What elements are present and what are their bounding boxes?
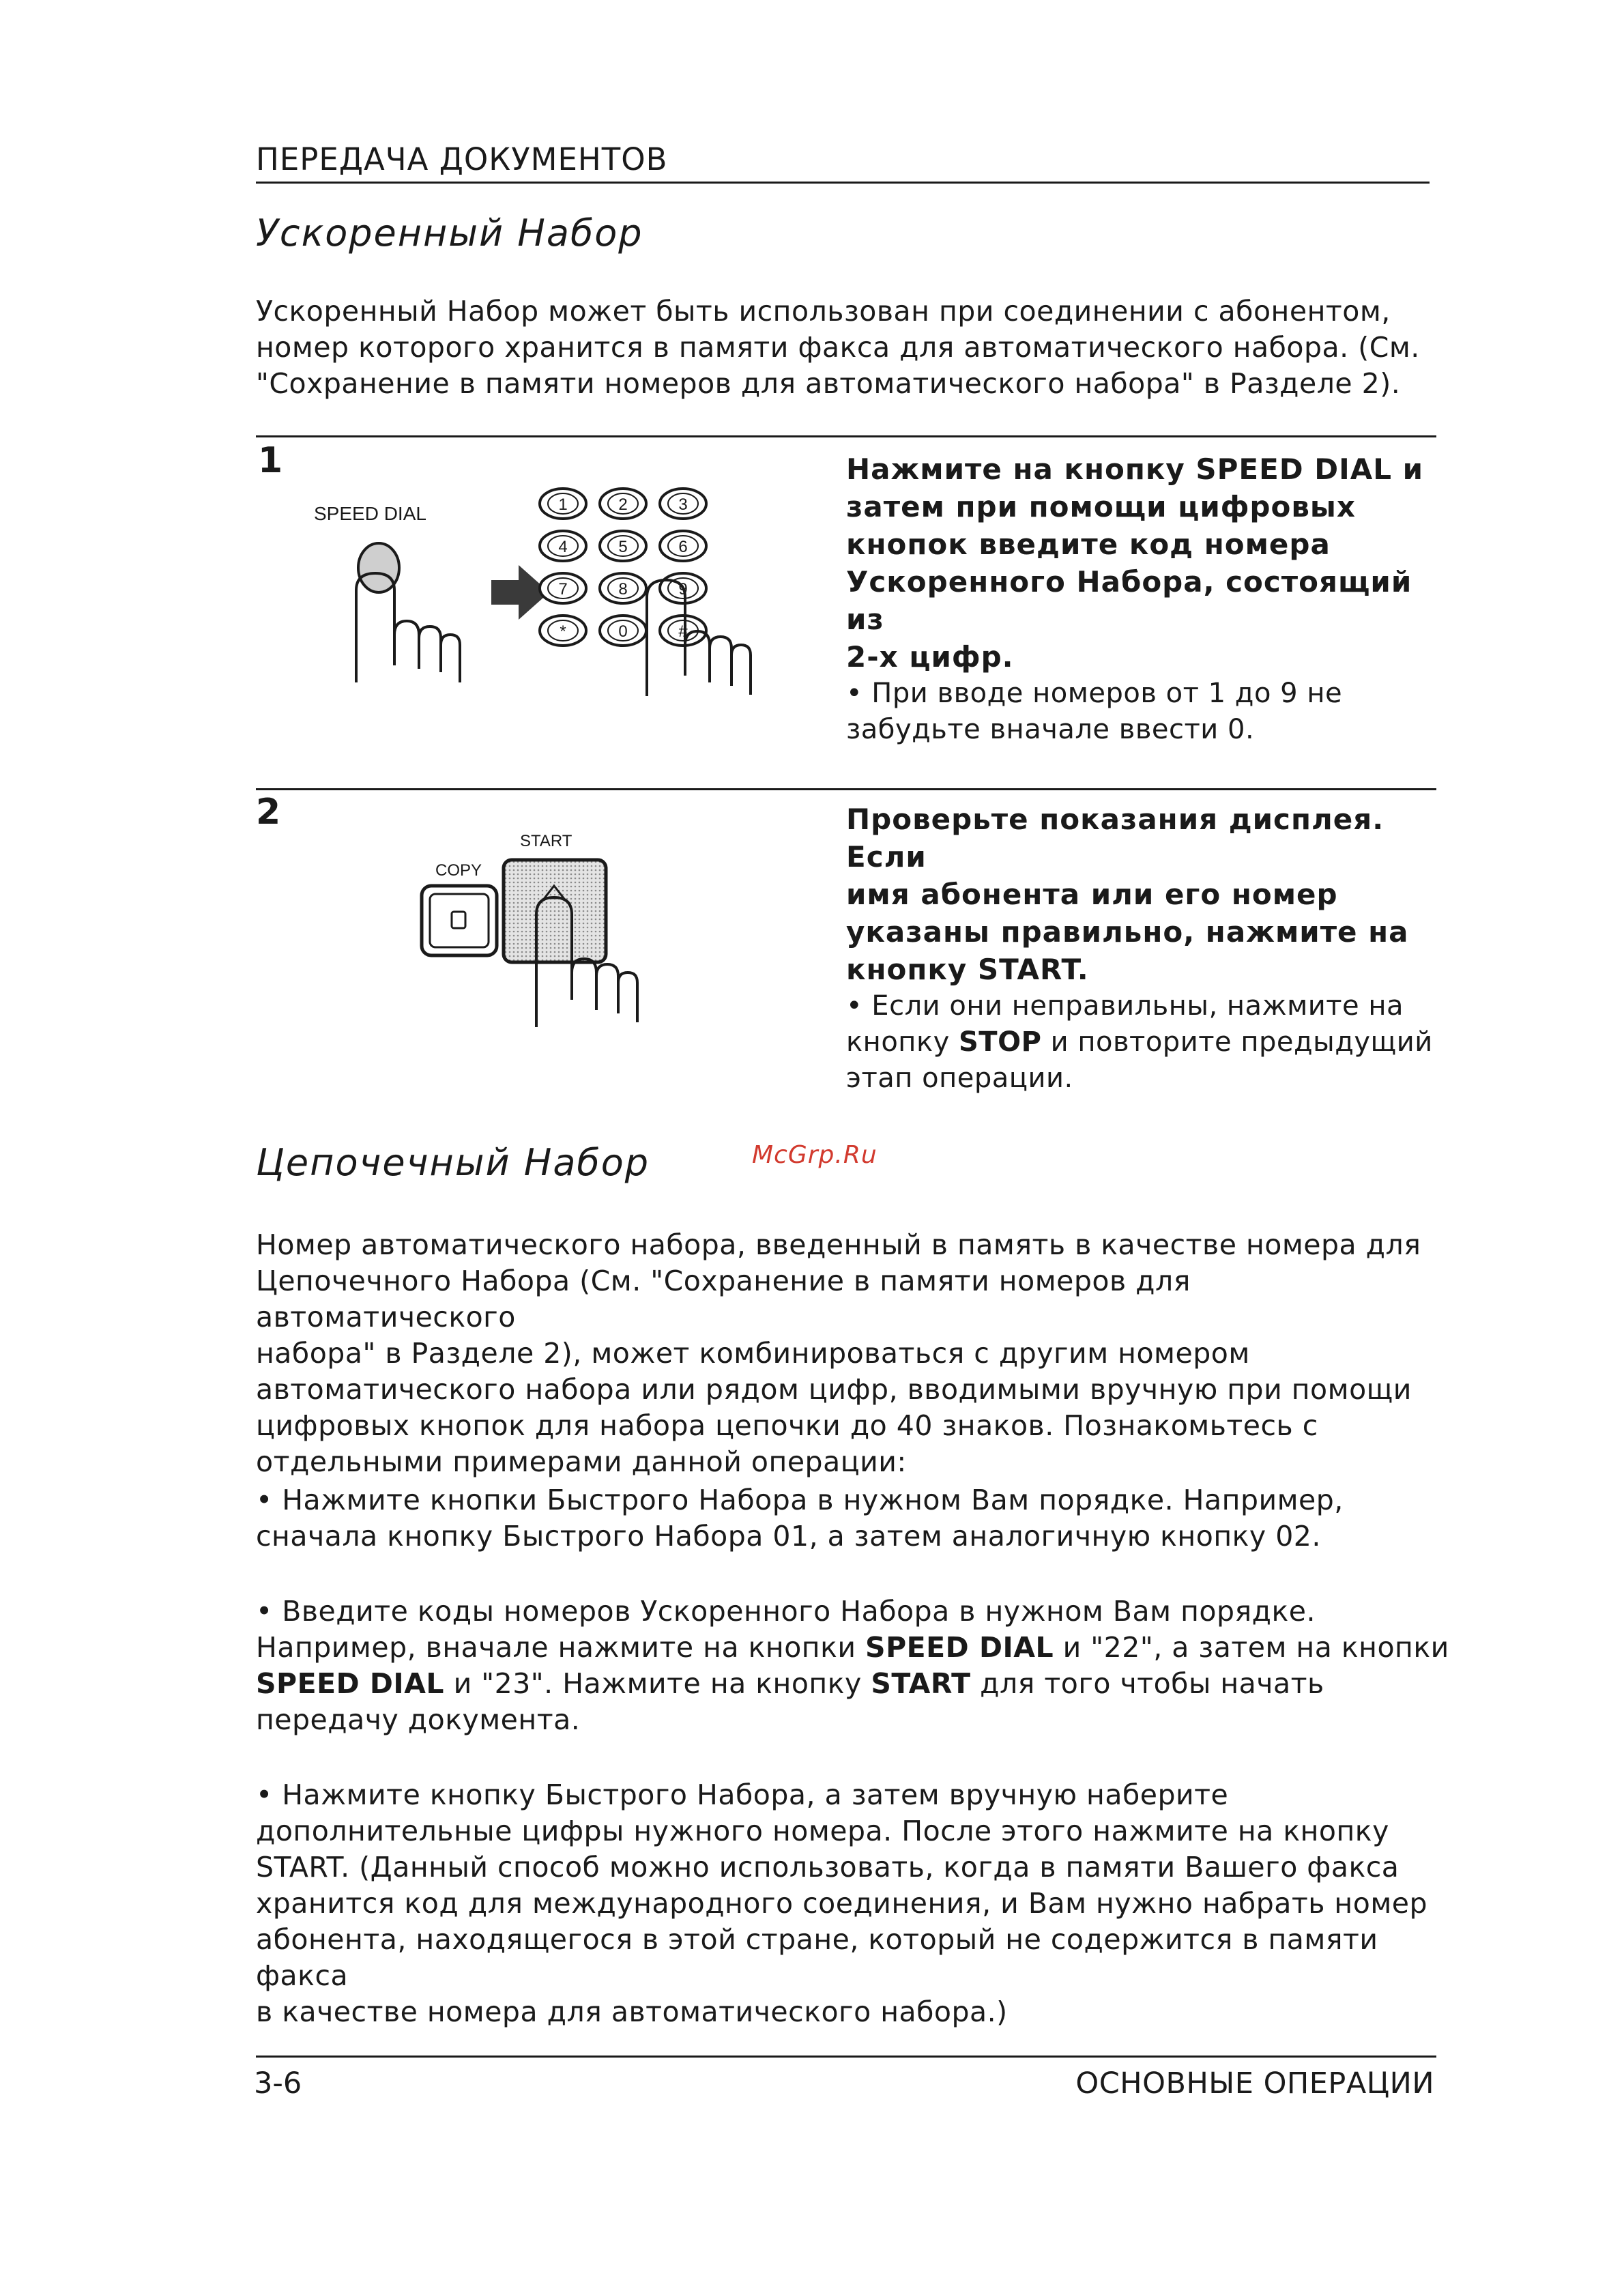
instruction-note: забудьте вначале ввести 0. bbox=[846, 714, 1255, 745]
footer-rule bbox=[256, 2056, 1436, 2058]
numeric-keypad bbox=[540, 489, 706, 646]
speed-dial-figure bbox=[300, 478, 778, 710]
chapter-title: ОСНОВНЫЕ ОПЕРАЦИИ bbox=[1075, 2066, 1434, 2101]
speed-dial-heading: Ускоренный Набор bbox=[256, 212, 643, 255]
keypad-key-label: 1 bbox=[558, 495, 568, 514]
bullet-line: передачу документа. bbox=[256, 1703, 581, 1736]
keypad-key-label: # bbox=[678, 622, 688, 641]
bullet-line: в качестве номера для автоматического набора.) bbox=[256, 1995, 1008, 2028]
keypad-key-label: 4 bbox=[558, 538, 568, 556]
text-run: и "22", а затем на кнопки bbox=[1054, 1631, 1449, 1664]
bullet-line bbox=[256, 1630, 1457, 1666]
bullet-line: • Введите коды номеров Ускоренного Набора в нужном Вам порядке. bbox=[256, 1595, 1316, 1628]
intro-line: Номер автоматического набора, введенный в память в качестве номера для bbox=[256, 1228, 1421, 1261]
instruction-line: указаны правильно, нажмите на bbox=[846, 915, 1409, 949]
instruction-note: • Если они неправильны, нажмите на bbox=[846, 990, 1404, 1022]
bullet-line: • Нажмите кнопку Быстрого Набора, а затем вручную наберите bbox=[256, 1778, 1229, 1811]
bullet-line: • Нажмите кнопки Быстрого Набора в нужном Вам порядке. Например, bbox=[256, 1484, 1344, 1516]
bullet-example-3 bbox=[256, 1777, 1457, 2030]
keypad-key-label: 8 bbox=[618, 580, 628, 599]
intro-line: номер которого хранится в памяти факса для автоматического набора. (См. bbox=[256, 331, 1420, 364]
text-run: и "23". Нажмите на кнопку bbox=[444, 1667, 871, 1700]
text-run: Например, вначале нажмите на кнопки bbox=[256, 1631, 866, 1664]
start-label: START bbox=[520, 832, 572, 850]
intro-line: автоматического набора или рядом цифр, вводимыми вручную при помощи bbox=[256, 1373, 1412, 1406]
intro-line: цифровых кнопок для набора цепочки до 40 знаков. Познакомьтесь с bbox=[256, 1409, 1318, 1442]
instruction-line: затем при помощи цифровых bbox=[846, 490, 1356, 523]
bullet-line: START. (Данный способ можно использовать, когда в памяти Вашего факса bbox=[256, 1851, 1400, 1884]
keypad-key bbox=[660, 489, 706, 519]
instruction-line: 2-х цифр. bbox=[846, 640, 1014, 674]
instruction-line: кнопку START. bbox=[846, 953, 1089, 986]
instruction-note: этап операции. bbox=[846, 1063, 1073, 1094]
keypad-key-label: 2 bbox=[618, 495, 628, 514]
instruction-line: кнопок введите код номера bbox=[846, 528, 1331, 561]
start-button-icon bbox=[504, 860, 606, 962]
copy-label: COPY bbox=[435, 861, 482, 880]
bullet-line: дополнительные цифры нужного номера. После этого нажмите на кнопку bbox=[256, 1815, 1389, 1847]
copy-button-icon bbox=[422, 886, 497, 955]
keypad-key-label: 7 bbox=[558, 580, 568, 599]
section-header: ПЕРЕДАЧА ДОКУМЕНТОВ bbox=[256, 139, 1430, 184]
keypad-key bbox=[600, 573, 646, 603]
speed-dial-key-name: SPEED DIAL bbox=[865, 1631, 1054, 1664]
instruction-line: Ускоренного Набора, состоящий из bbox=[846, 565, 1412, 636]
instruction-line: Нажмите на кнопку SPEED DIAL и bbox=[846, 452, 1424, 486]
chain-dial-intro bbox=[256, 1227, 1457, 1480]
stop-key-name: STOP bbox=[958, 1026, 1042, 1058]
keypad-key bbox=[660, 531, 706, 561]
watermark: McGrp.Ru bbox=[752, 1141, 878, 1169]
keypad-key bbox=[600, 531, 646, 561]
keypad-key bbox=[600, 489, 646, 519]
step-divider bbox=[256, 788, 1436, 790]
step-number: 1 bbox=[258, 440, 283, 481]
step-divider bbox=[256, 435, 1436, 437]
bullet-line bbox=[256, 1666, 1457, 1702]
speed-dial-label: SPEED DIAL bbox=[314, 503, 426, 524]
keypad-key-label: 6 bbox=[678, 538, 688, 556]
step-number: 2 bbox=[256, 792, 281, 833]
intro-line: Ускоренный Набор может быть использован при соединении с абонентом, bbox=[256, 295, 1391, 328]
keypad-key bbox=[540, 573, 586, 603]
intro-line: Цепочечного Набора (См. "Сохранение в памяти номеров для автоматического bbox=[256, 1265, 1191, 1333]
bullet-line: абонента, находящегося в этой стране, который не содержится в памяти факса bbox=[256, 1923, 1378, 1992]
start-button-figure bbox=[409, 819, 682, 1044]
note-text: и повторите предыдущий bbox=[1041, 1026, 1433, 1058]
intro-line: "Сохранение в памяти номеров для автоматического набора" в Разделе 2). bbox=[256, 367, 1401, 400]
keypad-key-label: 3 bbox=[678, 495, 688, 514]
instruction-line: Проверьте показания дисплея. Если bbox=[846, 803, 1384, 874]
keypad-key-label: 9 bbox=[678, 580, 688, 599]
keypad-key-label: * bbox=[560, 622, 566, 641]
step2-instruction bbox=[846, 801, 1447, 1097]
keypad-key bbox=[540, 616, 586, 646]
bullet-example-2 bbox=[256, 1593, 1457, 1738]
start-key-name: START bbox=[871, 1667, 971, 1700]
bullet-example-1 bbox=[256, 1482, 1457, 1555]
note-text: кнопку bbox=[846, 1026, 959, 1058]
intro-line: набора" в Разделе 2), может комбинироваться с другим номером bbox=[256, 1337, 1250, 1370]
bullet-line: хранится код для международного соединения, и Вам нужно набрать номер bbox=[256, 1887, 1428, 1920]
keypad-key bbox=[540, 489, 586, 519]
keypad-key bbox=[600, 616, 646, 646]
speed-dial-button-illustration bbox=[314, 503, 460, 682]
text-run: для того чтобы начать bbox=[970, 1667, 1324, 1700]
speed-dial-key-name: SPEED DIAL bbox=[256, 1667, 445, 1700]
intro-line: отдельными примерами данной операции: bbox=[256, 1445, 907, 1478]
instruction-line: имя абонента или его номер bbox=[846, 878, 1338, 911]
page-number: 3-6 bbox=[254, 2066, 302, 2101]
keypad-key-label: 5 bbox=[618, 538, 628, 556]
keypad-key-label: 0 bbox=[618, 622, 628, 641]
keypad-key bbox=[540, 531, 586, 561]
bullet-line: сначала кнопку Быстрого Набора 01, а затем аналогичную кнопку 02. bbox=[256, 1520, 1321, 1553]
instruction-note: • При вводе номеров от 1 до 9 не bbox=[846, 678, 1343, 709]
instruction-note bbox=[846, 1024, 1447, 1061]
chain-dial-heading: Цепочечный Набор bbox=[256, 1141, 650, 1184]
step1-instruction bbox=[846, 450, 1447, 748]
speed-dial-intro bbox=[256, 293, 1457, 402]
